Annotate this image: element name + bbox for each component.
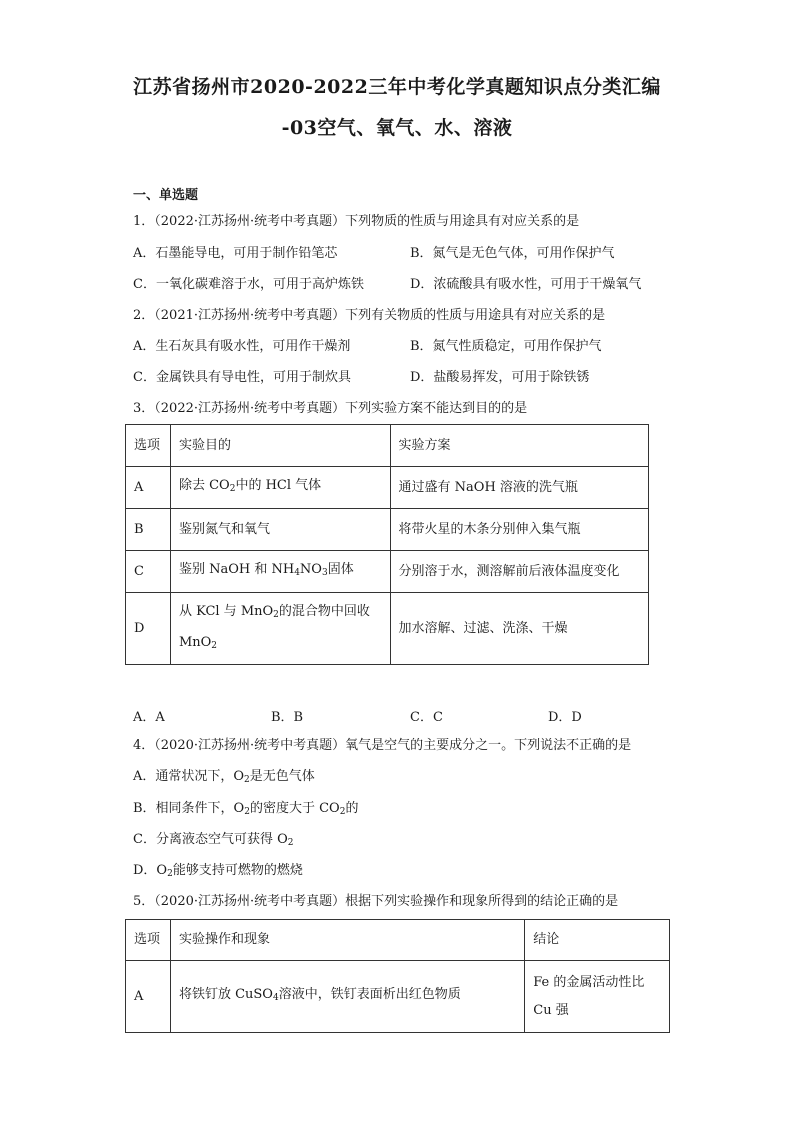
table-row [126,961,670,1033]
option-cell: A [126,961,171,1033]
header-cell: 实验目的 [170,425,390,467]
table-row [126,467,649,509]
plan-cell: 通过盛有 NaOH 溶液的洗气瓶 [390,467,648,509]
header-cell: 结论 [525,920,670,961]
q3-choice-b: B．B [271,710,304,725]
option-cell: A [126,467,171,509]
header-cell: 实验方案 [390,425,648,467]
purpose-cell: 从 KCl 与 MnO$_2$的混合物中回收 MnO$_2$ [170,593,390,665]
q2-option-a: A．生石灰具有吸水性，可用作干燥剂 [133,339,351,354]
q3-stem: 3．（2022·江苏扬州·统考中考真题）下列实验方案不能达到目的的是 [133,401,528,416]
conclusion-cell: Fe 的金属活动性比 Cu 强 [525,961,670,1033]
q5-table [125,919,670,1033]
header-cell: 选项 [126,425,171,467]
section-heading: 一、单选题 [133,188,199,203]
table-row [126,593,649,665]
q4-option-c: C．分离液态空气可获得 $O_2$ [133,832,294,848]
q1-stem: 1．（2022·江苏扬州·统考中考真题）下列物质的性质与用途具有对应关系的是 [133,214,580,229]
q4-option-a: A．通常状况下，$O_2$是无色气体 [133,769,315,785]
operation-cell: 将铁钉放 CuSO$_4$溶液中，铁钉表面析出红色物质 [170,961,524,1033]
q3-choice-a: A．A [133,710,165,725]
document-title-line2: -03空气、氧气、水、溶液 [281,117,513,139]
plan-cell: 加水溶解、过滤、洗涤、干燥 [390,593,648,665]
q4-option-d: D．$O_2$能够支持可燃物的燃烧 [133,863,303,879]
table-header-row [126,920,670,961]
q3-choice-d: D．D [548,710,582,725]
q2-option-c: C．金属铁具有导电性，可用于制炊具 [133,370,351,385]
q2-option-d: D．盐酸易挥发，可用于除铁锈 [410,370,590,385]
table-header-row [126,425,649,467]
q3-choice-c: C．C [410,710,443,725]
q3-table [125,424,649,665]
q1-option-b: B．氮气是无色气体，可用作保护气 [410,246,615,261]
plan-cell: 分别溶于水，测溶解前后液体温度变化 [390,551,648,593]
table-row [126,509,649,551]
option-cell: D [126,593,171,665]
table-row [126,551,649,593]
q4-option-b: B．相同条件下，$O_2$的密度大于 $CO_2$的 [133,801,359,817]
option-cell: C [126,551,171,593]
purpose-cell: 鉴别 NaOH 和 $NH_4NO_3$固体 [170,551,390,593]
header-cell: 实验操作和现象 [170,920,524,961]
purpose-cell: 除去 $CO_2$中的 HCl 气体 [170,467,390,509]
header-cell: 选项 [126,920,171,961]
q4-stem: 4．（2020·江苏扬州·统考中考真题）氧气是空气的主要成分之一。下列说法不正确的是 [133,738,632,753]
option-cell: B [126,509,171,551]
q2-stem: 2．（2021·江苏扬州·统考中考真题）下列有关物质的性质与用途具有对应关系的是 [133,308,606,323]
q5-stem: 5．（2020·江苏扬州·统考中考真题）根据下列实验操作和现象所得到的结论正确的是 [133,894,619,909]
q1-option-a: A．石墨能导电，可用于制作铅笔芯 [133,246,338,261]
purpose-cell: 鉴别氮气和氧气 [170,509,390,551]
q2-option-b: B．氮气性质稳定，可用作保护气 [410,339,602,354]
q1-option-d: D．浓硫酸具有吸水性，可用于干燥氧气 [410,277,642,292]
q1-option-c: C．一氧化碳难溶于水，可用于高炉炼铁 [133,277,364,292]
plan-cell: 将带火星的木条分别伸入集气瓶 [390,509,648,551]
document-title-line1: 江苏省扬州市2020-2022三年中考化学真题知识点分类汇编 [133,76,661,98]
